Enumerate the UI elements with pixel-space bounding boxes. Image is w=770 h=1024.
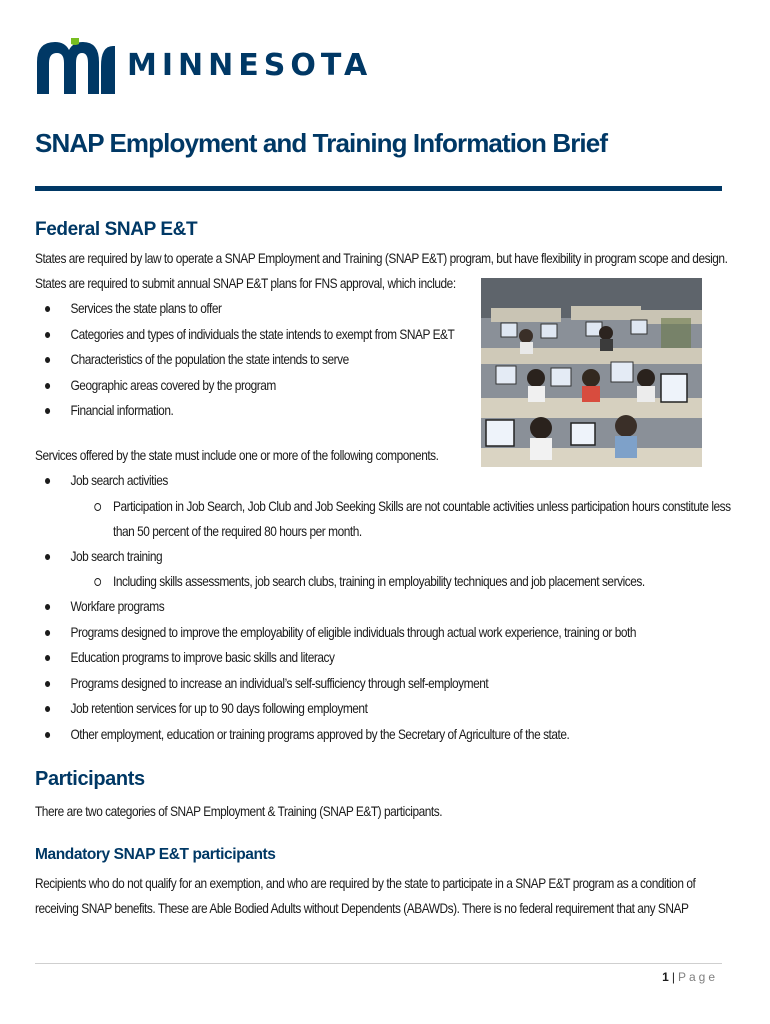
- list-item-label: Job search activities: [70, 472, 168, 488]
- mandatory-heading: Mandatory SNAP E&T participants: [35, 846, 276, 863]
- sub-list-item: [94, 494, 730, 544]
- sub-item-line-1: Participation in Job Search, Job Club and Job Seeking Skills are not countable activities unless participation hours constitute less: [113, 497, 731, 514]
- page-number: 1: [662, 970, 669, 984]
- mn-logo-mark-icon: [35, 36, 115, 94]
- plan-items-list: [45, 296, 454, 424]
- sub-list: [94, 494, 730, 544]
- list-item: Characteristics of the population the state intends to serve: [45, 347, 454, 373]
- federal-intro-2: States are required to submit annual SNAP E&T plans for FNS approval, which include:: [35, 275, 456, 291]
- computer-lab-image: [481, 278, 702, 467]
- participants-heading: Participants: [35, 768, 145, 790]
- federal-intro-1: States are required by law to operate a SNAP Employment and Training (SNAP E&T) program, but have flexibility in program scope and design.: [35, 250, 728, 266]
- federal-heading: Federal SNAP E&T: [35, 219, 198, 240]
- list-item: Services the state plans to offer: [45, 296, 454, 322]
- list-item: Job retention services for up to 90 days following employment: [45, 696, 731, 722]
- list-item: Programs designed to improve the employability of eligible individuals through actual work experience, training or both: [45, 620, 731, 646]
- components-list: [45, 468, 731, 747]
- sub-list-item: Including skills assessments, job search clubs, training in employability techniques and job placement services.: [94, 569, 730, 594]
- list-item: Workfare programs: [45, 594, 731, 620]
- list-item: Financial information.: [45, 398, 454, 424]
- sub-item-line-2: than 50 percent of the required 80 hours per month.: [113, 522, 362, 539]
- list-item: Other employment, education or training programs approved by the Secretary of Agriculture of the state.: [45, 722, 731, 748]
- list-item: Education programs to improve basic skills and literacy: [45, 645, 731, 671]
- list-item: Programs designed to increase an individual’s self-sufficiency through self-employment: [45, 671, 731, 697]
- list-item: Geographic areas covered by the program: [45, 373, 454, 399]
- training-photo: [481, 278, 702, 467]
- list-item: [45, 468, 731, 544]
- services-intro: Services offered by the state must include one or more of the following components.: [35, 447, 439, 463]
- mandatory-line-2: receiving SNAP benefits. These are Able Bodied Adults without Dependents (ABAWDs). There is no federal requirement that any SNAP: [35, 900, 689, 916]
- mandatory-line-1: Recipients who do not qualify for an exemption, and who are required by the state to participate in a SNAP E&T program as a condition of: [35, 875, 696, 891]
- minnesota-logo: [35, 36, 372, 94]
- document-title: SNAP Employment and Training Information Brief: [35, 128, 608, 158]
- list-item: Categories and types of individuals the state intends to exempt from SNAP E&T: [45, 322, 454, 348]
- title-divider: [35, 186, 722, 191]
- sub-list: [94, 569, 730, 594]
- footer-divider: [35, 963, 722, 964]
- page-separator: |: [671, 970, 675, 984]
- page-footer: [662, 970, 718, 984]
- list-item-label: Job search training: [70, 547, 163, 564]
- page-word: Page: [677, 970, 718, 984]
- participants-intro: There are two categories of SNAP Employment & Training (SNAP E&T) participants.: [35, 803, 443, 819]
- list-item: [45, 544, 731, 595]
- logo-wordmark: MINNESOTA: [127, 47, 373, 83]
